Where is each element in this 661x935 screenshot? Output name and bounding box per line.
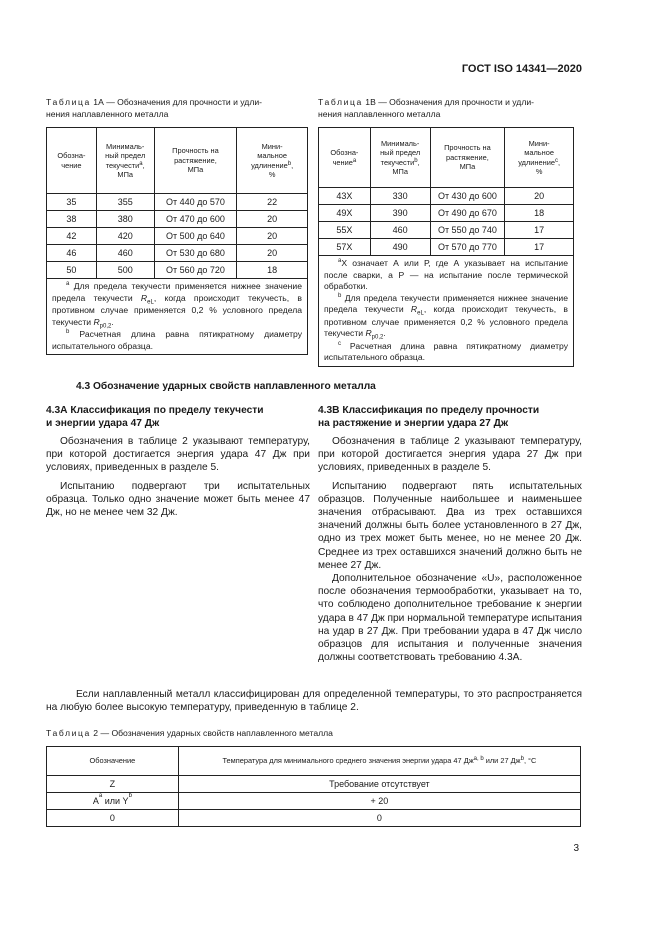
page-number: 3 [573, 843, 579, 854]
table-1a-caption: Таблица 1А — Обозначения для прочности и удли- нения наплавленного металла [46, 97, 262, 119]
t2-header-temperature: Температура для минимального среднего значения энергии удара 47 Дж$^{a, b}$ или 27 $Дж^b$, °С [178, 747, 580, 776]
table-1a-footnotes: $^a$ Для предела текучести применяется нижнее значение предела текучести $R_{eL}$, когда происходит текучесть, в противном случае применяется 0,2 % условного предела текучести $R_{p0,2}$. $^b$ Расчетная длина равна пятикратному диаметру испытательного образца. [46, 279, 308, 355]
t1a-header-elong: Мини- мальное удлинение$^b$, % [237, 128, 308, 194]
t1b-header-elong: Мини- мальное удлинение$^c$, % [505, 128, 574, 188]
t1a-header-tensile: Прочность на растяжение, МПа [154, 128, 237, 194]
table-1b-footnotes: $^a$X означает А или Р, где А указывает на испытание после сварки, а Р — на испытание после термической обработки. $^b$ Для предела текучести применяется нижнее значение предела текучести $R_{eL}$, когда происходит текучесть, в противном случае применяется 0,2 % условного предела текучести $R_{p0,2}$. $^c$ Расчетная длина равна пятикратному диаметру испытательного образца. [318, 256, 574, 367]
section-title: 4.3 Обозначение ударных свойств наплавленного металла [76, 381, 376, 392]
col-a-text: Обозначения в таблице 2 указывают температуру, при которой достигается энергия удара 47 Дж при условиях, приведенных в разделе 5. Испытанию подвергают три испытательных образца. Только одно значение может быть менее 47 Дж, но не менее чем 32 Дж. [46, 436, 310, 519]
table-row: $А^a$ или $Y^b$ + 20 [47, 793, 581, 810]
table-1b [318, 127, 574, 367]
column-4-3b [318, 404, 582, 664]
table-2-caption: Таблица 2 — Обозначения ударных свойств наплавленного металла [46, 728, 333, 738]
t1b-header-yield: Минималь- ный предел текучести$^b$, МПа [370, 128, 430, 188]
t1b-header-tensile: Прочность на растяжение, МПа [430, 128, 505, 188]
table-row: 50 500 От 560 до 720 18 [47, 262, 308, 279]
table-row: 42 420 От 500 до 640 20 [47, 228, 308, 245]
table-row: Z Требование отсутствует [47, 776, 581, 793]
table-row: 35 355 От 440 до 570 22 [47, 194, 308, 211]
t1b-header-designation: Обозна- чение$^a$ [319, 128, 371, 188]
t1a-header-yield: Минималь- ный предел текучести$^a$, МПа [96, 128, 154, 194]
table-row: 38 380 От 470 до 600 20 [47, 211, 308, 228]
table-1b-caption: Таблица 1В — Обозначения для прочности и удли- нения наплавленного металла [318, 97, 534, 119]
standard-number: ГОСТ ISO 14341—2020 [461, 63, 582, 75]
t1a-header-designation: Обозна- чение [47, 128, 97, 194]
table-row: 57X 490 От 570 до 770 17 [319, 239, 574, 256]
col-b-title: 4.3B Классификация по пределу прочности на растяжение и энергии удара 27 Дж [318, 405, 540, 429]
t2-header-designation: Обозначение [47, 747, 179, 776]
table-row: 46 460 От 530 до 680 20 [47, 245, 308, 262]
table-row: 43X 330 От 430 до 600 20 [319, 188, 574, 205]
column-4-3a [46, 404, 310, 519]
col-b-text: Обозначения в таблице 2 указывают температуру, при которой достигается энергия удара 27 Дж при условиях, приведенных в разделе 5. Испытанию подвергают пять испытательных образцов. Полученные наибольшее и наименьшее значения отбрасывают. Два из трех оставшихся значений должны быть более установленного в 27 Дж, одно из трех может быть менее, но не менее 20 Дж. Среднее из трех оставшихся значений должно быть не менее 27 Дж. Дополнительное обозначение «U», расположенное после обозначения термообработки, указывает на то, что соблюдено дополнительное требование к энергии удара в 47 Дж при нормальной температуре испытания на удар в 27 Дж. При требовании удара в 47 Дж число образцов для испытания и полученные значения должны соответствовать требованию 4.3А. [318, 436, 582, 664]
col-a-title: 4.3А Классификация по пределу текучести и энергии удара 47 Дж [46, 405, 264, 429]
table-row: 0 0 [47, 810, 581, 827]
table-1a [46, 127, 308, 355]
table-row: 55X 460 От 550 до 740 17 [319, 222, 574, 239]
table-2 [46, 746, 581, 827]
body-paragraph: Если наплавленный металл классифицирован для определенной температуры, то это распространяется на любую более высокую температуру, приведенную в таблице 2. [46, 689, 582, 714]
table-row: 49X 390 От 490 до 670 18 [319, 205, 574, 222]
